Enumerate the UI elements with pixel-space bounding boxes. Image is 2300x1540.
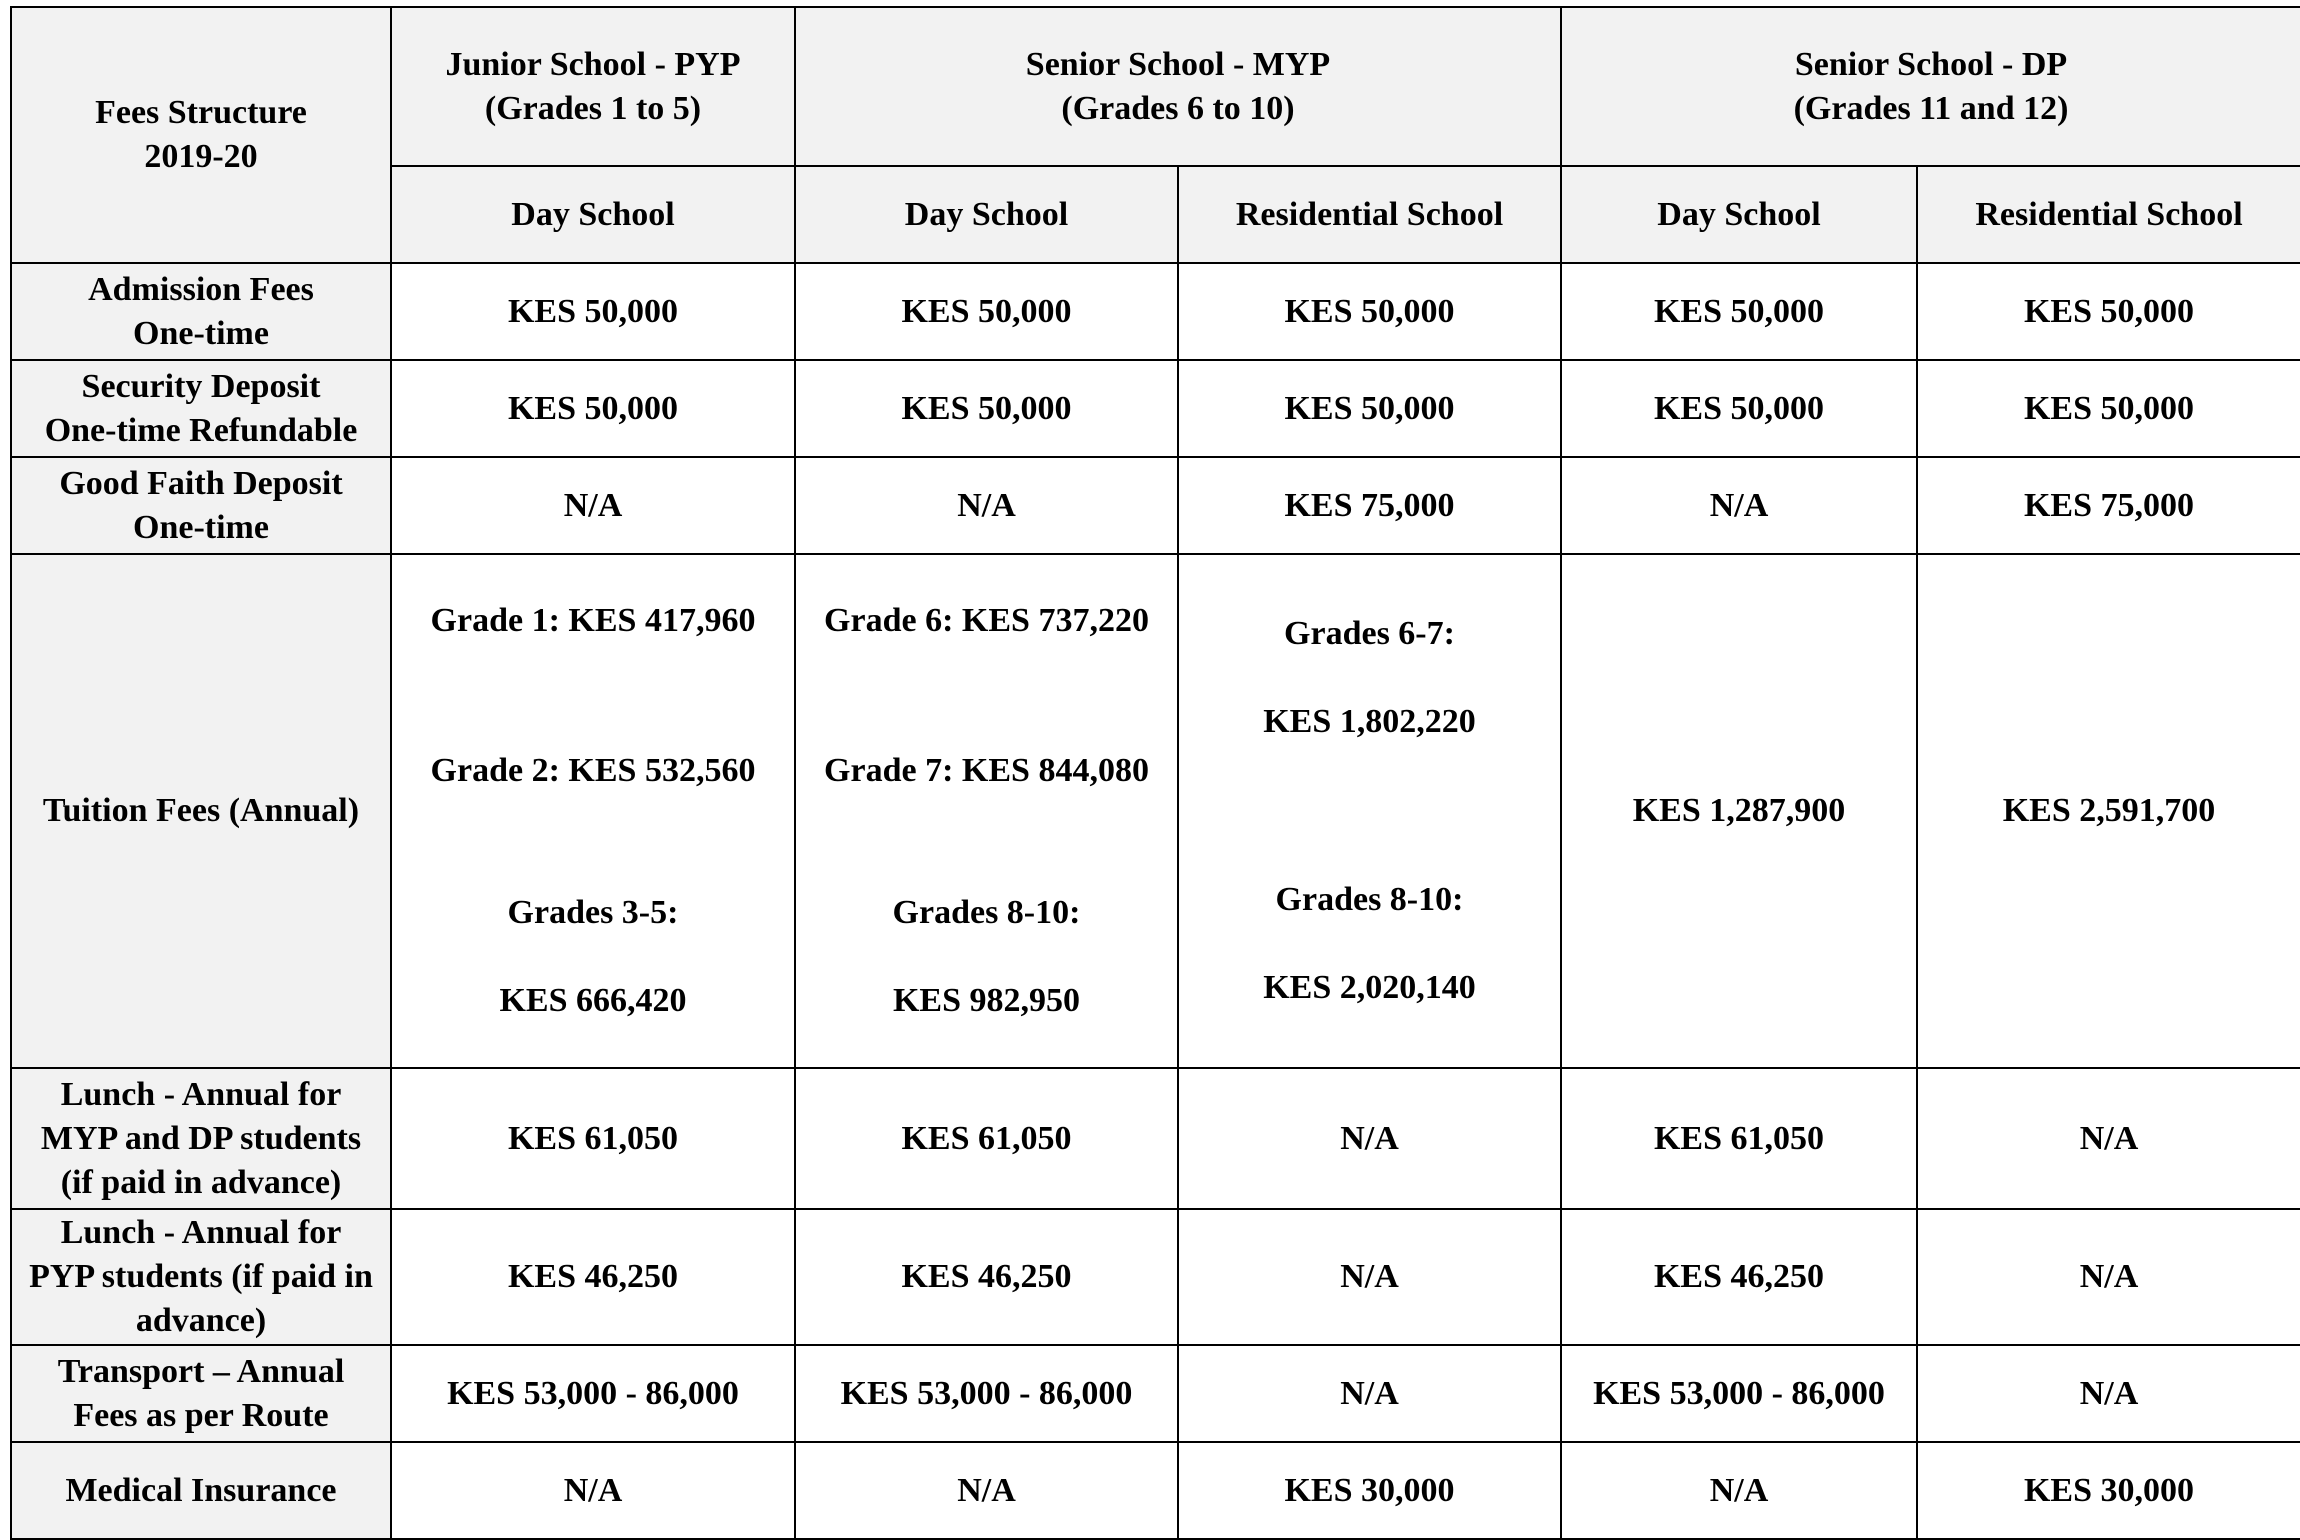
cell-medical-myp-residential: KES 30,000	[1178, 1442, 1561, 1539]
cell-tuition-myp-residential	[1178, 554, 1561, 1068]
header-row	[11, 7, 2300, 166]
row-label-security: Security Deposit One-time Refundable	[11, 360, 391, 457]
cell-lunch-pyp-dp-residential: N/A	[1917, 1209, 2300, 1345]
tuition-line: KES 2,020,140	[1263, 969, 1476, 1006]
table-row-tuition	[11, 554, 2300, 1068]
line-gap	[796, 837, 1177, 847]
cell-lunch-myp-dp-pyp-day: KES 61,050	[391, 1068, 795, 1209]
cell-medical-pyp-day: N/A	[391, 1442, 795, 1539]
cell-medical-dp-day: N/A	[1561, 1442, 1917, 1539]
cell-admission-myp-residential: KES 50,000	[1178, 263, 1561, 360]
cell-transport-dp-day: KES 53,000 - 86,000	[1561, 1345, 1917, 1442]
cell-lunch-pyp-myp-residential: N/A	[1178, 1209, 1561, 1345]
cell-medical-myp-day: N/A	[795, 1442, 1178, 1539]
line-gap	[796, 687, 1177, 705]
cell-security-myp-residential: KES 50,000	[1178, 360, 1561, 457]
table-row-security	[11, 360, 2300, 457]
line-gap	[1179, 788, 1560, 834]
cell-transport-myp-residential: N/A	[1178, 1345, 1561, 1442]
group-header-pyp: Junior School - PYP (Grades 1 to 5)	[391, 7, 795, 166]
cell-transport-myp-day: KES 53,000 - 86,000	[795, 1345, 1178, 1442]
cell-goodfaith-dp-residential: KES 75,000	[1917, 457, 2300, 554]
table-row-lunch-myp-dp	[11, 1068, 2300, 1209]
row-label-admission: Admission Fees One-time	[11, 263, 391, 360]
tuition-line: Grades 8-10:	[1275, 881, 1464, 918]
tuition-line: Grades 3-5:	[507, 894, 679, 931]
cell-admission-dp-residential: KES 50,000	[1917, 263, 2300, 360]
cell-lunch-pyp-myp-day: KES 46,250	[795, 1209, 1178, 1345]
cell-transport-pyp-day: KES 53,000 - 86,000	[391, 1345, 795, 1442]
row-label-tuition: Tuition Fees (Annual)	[11, 554, 391, 1068]
cell-security-dp-residential: KES 50,000	[1917, 360, 2300, 457]
subheader-myp-residential: Residential School	[1178, 166, 1561, 263]
cell-goodfaith-dp-day: N/A	[1561, 457, 1917, 554]
row-label-lunch-pyp: Lunch - Annual for PYP students (if paid in advance)	[11, 1209, 391, 1345]
row-label-medical: Medical Insurance	[11, 1442, 391, 1539]
cell-security-dp-day: KES 50,000	[1561, 360, 1917, 457]
cell-security-myp-day: KES 50,000	[795, 360, 1178, 457]
cell-tuition-dp-residential: KES 2,591,700	[1917, 554, 2300, 1068]
cell-tuition-myp-day	[795, 554, 1178, 1068]
tuition-line: Grade 2: KES 532,560	[430, 752, 756, 789]
tuition-line: Grade 1: KES 417,960	[430, 602, 756, 639]
cell-lunch-myp-dp-dp-residential: N/A	[1917, 1068, 2300, 1209]
group-header-myp: Senior School - MYP (Grades 6 to 10)	[795, 7, 1561, 166]
tuition-line: Grades 8-10:	[892, 894, 1081, 931]
cell-transport-dp-residential: N/A	[1917, 1345, 2300, 1442]
cell-admission-pyp-day: KES 50,000	[391, 263, 795, 360]
tuition-line: Grade 7: KES 844,080	[824, 752, 1149, 789]
cell-lunch-myp-dp-dp-day: KES 61,050	[1561, 1068, 1917, 1209]
cell-medical-dp-residential: KES 30,000	[1917, 1442, 2300, 1539]
table-row-admission	[11, 263, 2300, 360]
cell-goodfaith-myp-day: N/A	[795, 457, 1178, 554]
tuition-line: Grades 6-7:	[1284, 615, 1455, 652]
cell-goodfaith-myp-residential: KES 75,000	[1178, 457, 1561, 554]
tuition-line: Grade 6: KES 737,220	[824, 602, 1149, 639]
cell-tuition-dp-day: KES 1,287,900	[1561, 554, 1917, 1068]
cell-lunch-myp-dp-myp-residential: N/A	[1178, 1068, 1561, 1209]
subheader-dp-residential: Residential School	[1917, 166, 2300, 263]
cell-admission-myp-day: KES 50,000	[795, 263, 1178, 360]
row-label-goodfaith: Good Faith Deposit One-time	[11, 457, 391, 554]
table-title: Fees Structure 2019-20	[11, 7, 391, 263]
group-header-dp: Senior School - DP (Grades 11 and 12)	[1561, 7, 2300, 166]
row-label-transport: Transport – Annual Fees as per Route	[11, 1345, 391, 1442]
cell-lunch-pyp-pyp-day: KES 46,250	[391, 1209, 795, 1345]
table-row-transport	[11, 1345, 2300, 1442]
tuition-line: KES 1,802,220	[1263, 703, 1476, 740]
tuition-line: KES 982,950	[892, 982, 1081, 1019]
cell-lunch-myp-dp-myp-day: KES 61,050	[795, 1068, 1178, 1209]
cell-admission-dp-day: KES 50,000	[1561, 263, 1917, 360]
table-row-medical	[11, 1442, 2300, 1539]
fees-structure-table	[10, 6, 2300, 1540]
cell-security-pyp-day: KES 50,000	[391, 360, 795, 457]
row-label-lunch-myp-dp: Lunch - Annual for MYP and DP students (if paid in advance)	[11, 1068, 391, 1209]
table-row-goodfaith	[11, 457, 2300, 554]
cell-goodfaith-pyp-day: N/A	[391, 457, 795, 554]
subheader-pyp-day: Day School	[391, 166, 795, 263]
line-gap	[392, 837, 794, 847]
cell-tuition-pyp-day	[391, 554, 795, 1068]
tuition-line: KES 666,420	[499, 982, 687, 1019]
cell-lunch-pyp-dp-day: KES 46,250	[1561, 1209, 1917, 1345]
subheader-myp-day: Day School	[795, 166, 1178, 263]
table-row-lunch-pyp	[11, 1209, 2300, 1345]
line-gap	[392, 687, 794, 705]
subheader-dp-day: Day School	[1561, 166, 1917, 263]
